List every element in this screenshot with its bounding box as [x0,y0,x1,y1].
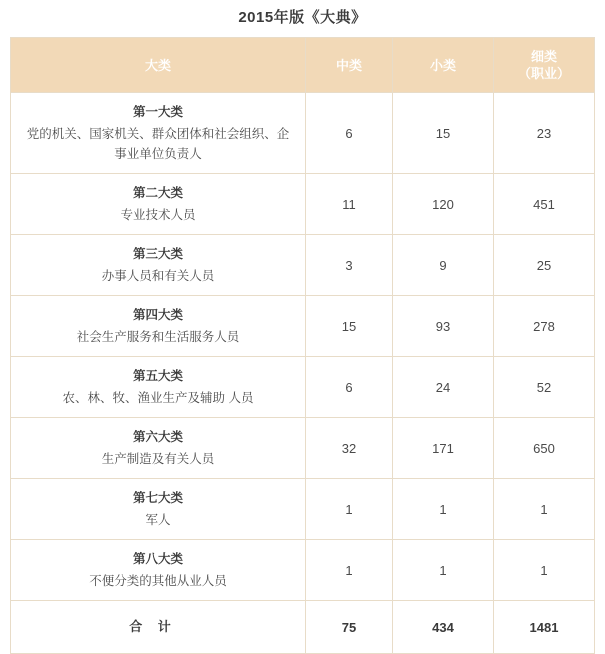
table-header-row [11,38,595,93]
column-header-major: 大类 [11,38,306,93]
mid-count: 6 [306,93,393,174]
category-name: 第七大类 [132,491,183,505]
detail-count: 1 [494,540,595,601]
category-description: 社会生产服务和生活服务人员 [76,330,240,344]
column-header-detail-line2: （职业） [517,66,570,81]
table-row [11,296,595,357]
category-description: 农、林、牧、渔业生产及辅助 人员 [62,391,254,405]
total-mid-count: 75 [306,601,393,654]
page-title: 2015年版《大典》 [238,9,367,26]
mid-count: 6 [306,357,393,418]
category-name: 第三大类 [132,247,183,261]
total-label: 合 计 [11,601,306,654]
table-row [11,235,595,296]
category-name: 第六大类 [132,430,183,444]
category-description: 生产制造及有关人员 [101,452,215,466]
column-header-detail [494,38,595,93]
category-description: 专业技术人员 [120,208,196,222]
total-detail-count: 1481 [494,601,595,654]
table-row [11,418,595,479]
table-header [11,38,595,93]
column-header-detail-line1: 细类 [530,49,557,64]
category-cell [11,418,306,479]
minor-count: 15 [393,93,494,174]
detail-count: 1 [494,479,595,540]
detail-count: 451 [494,174,595,235]
mid-count: 15 [306,296,393,357]
minor-count: 120 [393,174,494,235]
category-cell [11,174,306,235]
mid-count: 3 [306,235,393,296]
minor-count: 171 [393,418,494,479]
mid-count: 11 [306,174,393,235]
detail-count: 52 [494,357,595,418]
category-cell [11,540,306,601]
category-cell [11,235,306,296]
table-row [11,93,595,174]
table-row [11,479,595,540]
column-header-minor: 小类 [393,38,494,93]
minor-count: 1 [393,540,494,601]
category-cell [11,357,306,418]
occupation-classification-table [10,37,595,654]
table-row [11,174,595,235]
category-name: 第四大类 [132,308,183,322]
mid-count: 1 [306,479,393,540]
mid-count: 1 [306,540,393,601]
total-minor-count: 434 [393,601,494,654]
category-cell [11,479,306,540]
category-name: 第二大类 [132,186,183,200]
minor-count: 93 [393,296,494,357]
category-description: 党的机关、国家机关、群众团体和社会组织、企事业单位负责人 [26,127,290,161]
category-description: 不便分类的其他从业人员 [89,574,227,588]
category-cell [11,93,306,174]
category-description: 军人 [145,513,171,527]
detail-count: 23 [494,93,595,174]
minor-count: 24 [393,357,494,418]
column-header-mid: 中类 [306,38,393,93]
category-description: 办事人员和有关人员 [101,269,215,283]
category-name: 第八大类 [132,552,183,566]
detail-count: 278 [494,296,595,357]
table-row [11,540,595,601]
detail-count: 650 [494,418,595,479]
minor-count: 9 [393,235,494,296]
table-row [11,357,595,418]
category-cell [11,296,306,357]
minor-count: 1 [393,479,494,540]
table-body [11,93,595,654]
detail-count: 25 [494,235,595,296]
mid-count: 32 [306,418,393,479]
category-name: 第五大类 [132,369,183,383]
table-total-row [11,601,595,654]
category-name: 第一大类 [132,105,183,119]
